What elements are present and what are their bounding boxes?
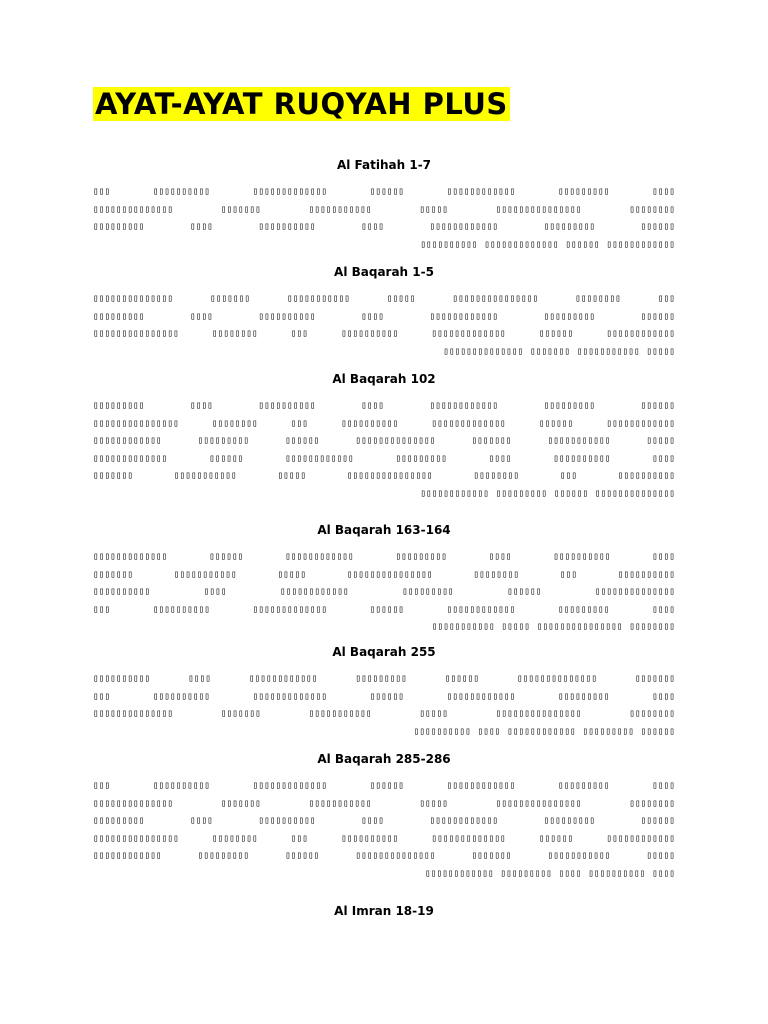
- passage-line: ▯▯▯▯▯▯▯▯▯▯▯▯ ▯▯▯▯▯▯ ▯▯▯▯▯▯▯▯▯▯▯▯▯ ▯▯▯▯▯▯▯▯▯▯ ▯▯▯ ▯▯▯▯▯▯▯▯ ▯▯▯▯▯▯▯▯▯▯▯▯▯▯▯: [93, 417, 675, 429]
- passage-line: ▯▯▯▯▯▯▯▯ ▯▯▯▯▯▯▯▯▯▯▯▯▯▯▯ ▯▯▯▯▯ ▯▯▯▯▯▯▯▯▯▯▯ ▯▯▯▯▯▯▯ ▯▯▯▯▯▯▯▯▯▯▯▯▯▯: [93, 203, 675, 215]
- passage-line: ▯▯▯▯▯▯ ▯▯▯▯▯▯▯▯▯ ▯▯▯▯▯▯▯▯▯▯▯▯ ▯▯▯▯ ▯▯▯▯▯▯▯▯▯▯: [413, 725, 675, 737]
- section-passage: [93, 290, 675, 360]
- passage-line: ▯▯▯▯▯▯ ▯▯▯▯▯▯▯▯▯ ▯▯▯▯▯▯▯▯▯▯▯▯ ▯▯▯▯ ▯▯▯▯▯▯▯▯▯▯ ▯▯▯▯ ▯▯▯▯▯▯▯▯▯: [93, 400, 675, 411]
- passage-line: ▯▯▯▯▯ ▯▯▯▯▯▯▯▯▯▯▯ ▯▯▯▯▯▯▯ ▯▯▯▯▯▯▯▯▯▯▯▯▯▯ ▯▯▯▯▯▯ ▯▯▯▯▯▯▯▯▯ ▯▯▯▯▯▯▯▯▯▯▯▯: [93, 850, 675, 861]
- passage-line: ▯▯▯▯ ▯▯▯▯▯▯▯▯▯ ▯▯▯▯▯▯▯▯▯▯▯▯ ▯▯▯▯▯▯ ▯▯▯▯▯▯▯▯▯▯▯▯▯ ▯▯▯▯▯▯▯▯▯▯ ▯▯▯: [93, 186, 675, 197]
- section-heading: Al Baqarah 163-164: [317, 523, 451, 537]
- passage-line: ▯▯▯▯▯▯ ▯▯▯▯▯▯▯▯▯ ▯▯▯▯▯▯▯▯▯▯▯▯ ▯▯▯▯ ▯▯▯▯▯▯▯▯▯▯ ▯▯▯▯ ▯▯▯▯▯▯▯▯▯: [93, 310, 675, 322]
- passage-line: ▯▯▯▯ ▯▯▯▯▯▯▯▯▯▯ ▯▯▯▯ ▯▯▯▯▯▯▯▯▯ ▯▯▯▯▯▯▯▯▯▯▯▯ ▯▯▯▯▯▯ ▯▯▯▯▯▯▯▯▯▯▯▯▯: [93, 551, 675, 562]
- passage-line: ▯▯▯▯▯▯▯▯▯▯▯▯▯▯ ▯▯▯▯▯▯ ▯▯▯▯▯▯▯▯▯ ▯▯▯▯▯▯▯▯▯▯▯▯ ▯▯▯▯ ▯▯▯▯▯▯▯▯▯▯: [93, 586, 675, 597]
- section-passage: [93, 183, 675, 253]
- passage-line: ▯▯▯▯▯ ▯▯▯▯▯▯▯▯▯▯▯ ▯▯▯▯▯▯▯ ▯▯▯▯▯▯▯▯▯▯▯▯▯▯: [443, 345, 675, 357]
- section-passage: [93, 397, 675, 502]
- passage-line: ▯▯▯▯ ▯▯▯▯▯▯▯▯▯ ▯▯▯▯▯▯▯▯▯▯▯▯ ▯▯▯▯▯▯ ▯▯▯▯▯▯▯▯▯▯▯▯▯ ▯▯▯▯▯▯▯▯▯▯ ▯▯▯: [93, 690, 675, 702]
- section-heading: Al Imran 18-19: [334, 904, 434, 918]
- passage-line: ▯▯▯▯▯▯▯ ▯▯▯▯▯▯▯▯▯▯▯▯▯▯ ▯▯▯▯▯▯ ▯▯▯▯▯▯▯▯▯ ▯▯▯▯▯▯▯▯▯▯▯▯ ▯▯▯▯ ▯▯▯▯▯▯▯▯▯▯: [93, 673, 675, 684]
- document-title: AYAT-AYAT RUQYAH PLUS: [95, 87, 508, 121]
- passage-line: ▯▯▯▯▯▯ ▯▯▯▯▯▯▯▯▯ ▯▯▯▯▯▯▯▯▯▯▯▯ ▯▯▯▯ ▯▯▯▯▯▯▯▯▯▯ ▯▯▯▯ ▯▯▯▯▯▯▯▯▯: [93, 815, 675, 826]
- passage-line: ▯▯▯▯ ▯▯▯▯▯▯▯▯▯ ▯▯▯▯▯▯▯▯▯▯▯▯ ▯▯▯▯▯▯ ▯▯▯▯▯▯▯▯▯▯▯▯▯ ▯▯▯▯▯▯▯▯▯▯ ▯▯▯: [93, 780, 675, 791]
- passage-line: ▯▯▯ ▯▯▯▯▯▯▯▯ ▯▯▯▯▯▯▯▯▯▯▯▯▯▯▯ ▯▯▯▯▯ ▯▯▯▯▯▯▯▯▯▯▯ ▯▯▯▯▯▯▯ ▯▯▯▯▯▯▯▯▯▯▯▯▯▯: [93, 293, 675, 304]
- section-heading: Al Baqarah 102: [332, 372, 436, 386]
- passage-line: ▯▯▯▯ ▯▯▯▯▯▯▯▯▯ ▯▯▯▯▯▯▯▯▯▯▯▯ ▯▯▯▯▯▯ ▯▯▯▯▯▯▯▯▯▯▯▯▯ ▯▯▯▯▯▯▯▯▯▯ ▯▯▯: [93, 603, 675, 615]
- section-passage: [93, 548, 675, 636]
- section-passage: [93, 670, 675, 740]
- passage-line: ▯▯▯▯▯▯▯▯ ▯▯▯▯▯▯▯▯▯▯▯▯▯▯▯ ▯▯▯▯▯ ▯▯▯▯▯▯▯▯▯▯▯: [431, 621, 675, 632]
- passage-line: ▯▯▯▯▯▯▯▯▯▯ ▯▯▯ ▯▯▯▯▯▯▯▯ ▯▯▯▯▯▯▯▯▯▯▯▯▯▯▯ ▯▯▯▯▯ ▯▯▯▯▯▯▯▯▯▯▯ ▯▯▯▯▯▯▯: [93, 568, 675, 580]
- section-heading: Al Baqarah 285-286: [317, 752, 451, 766]
- passage-line: ▯▯▯▯▯▯▯▯▯▯▯▯ ▯▯▯▯▯▯ ▯▯▯▯▯▯▯▯▯▯▯▯▯ ▯▯▯▯▯▯▯▯▯▯: [420, 238, 675, 250]
- passage-line: ▯▯▯▯▯▯▯▯▯▯▯▯ ▯▯▯▯▯▯ ▯▯▯▯▯▯▯▯▯▯▯▯▯ ▯▯▯▯▯▯▯▯▯▯ ▯▯▯ ▯▯▯▯▯▯▯▯ ▯▯▯▯▯▯▯▯▯▯▯▯▯▯▯: [93, 832, 675, 844]
- passage-line: ▯▯▯▯ ▯▯▯▯▯▯▯▯▯▯ ▯▯▯▯ ▯▯▯▯▯▯▯▯▯ ▯▯▯▯▯▯▯▯▯▯▯▯ ▯▯▯▯▯▯ ▯▯▯▯▯▯▯▯▯▯▯▯▯: [93, 452, 675, 464]
- section-passage: [93, 777, 675, 882]
- passage-line: ▯▯▯▯▯▯▯▯ ▯▯▯▯▯▯▯▯▯▯▯▯▯▯▯ ▯▯▯▯▯ ▯▯▯▯▯▯▯▯▯▯▯ ▯▯▯▯▯▯▯ ▯▯▯▯▯▯▯▯▯▯▯▯▯▯: [93, 708, 675, 719]
- section-heading: Al Baqarah 1-5: [334, 265, 434, 279]
- passage-line: ▯▯▯▯▯▯▯▯▯▯ ▯▯▯ ▯▯▯▯▯▯▯▯ ▯▯▯▯▯▯▯▯▯▯▯▯▯▯▯ ▯▯▯▯▯ ▯▯▯▯▯▯▯▯▯▯▯ ▯▯▯▯▯▯▯: [93, 470, 675, 481]
- passage-line: ▯▯▯▯▯▯▯▯▯▯▯▯ ▯▯▯▯▯▯ ▯▯▯▯▯▯▯▯▯▯▯▯▯ ▯▯▯▯▯▯▯▯▯▯ ▯▯▯ ▯▯▯▯▯▯▯▯ ▯▯▯▯▯▯▯▯▯▯▯▯▯▯▯: [93, 328, 675, 339]
- passage-line: ▯▯▯▯▯▯▯▯ ▯▯▯▯▯▯▯▯▯▯▯▯▯▯▯ ▯▯▯▯▯ ▯▯▯▯▯▯▯▯▯▯▯ ▯▯▯▯▯▯▯ ▯▯▯▯▯▯▯▯▯▯▯▯▯▯: [93, 797, 675, 809]
- passage-line: ▯▯▯▯ ▯▯▯▯▯▯▯▯▯▯ ▯▯▯▯ ▯▯▯▯▯▯▯▯▯ ▯▯▯▯▯▯▯▯▯▯▯▯: [425, 867, 675, 879]
- section-heading: Al Fatihah 1-7: [336, 158, 432, 172]
- section-heading: Al Baqarah 255: [332, 645, 436, 659]
- passage-line: ▯▯▯▯▯▯ ▯▯▯▯▯▯▯▯▯ ▯▯▯▯▯▯▯▯▯▯▯▯ ▯▯▯▯ ▯▯▯▯▯▯▯▯▯▯ ▯▯▯▯ ▯▯▯▯▯▯▯▯▯: [93, 221, 675, 232]
- passage-line: ▯▯▯▯▯ ▯▯▯▯▯▯▯▯▯▯▯ ▯▯▯▯▯▯▯ ▯▯▯▯▯▯▯▯▯▯▯▯▯▯ ▯▯▯▯▯▯ ▯▯▯▯▯▯▯▯▯ ▯▯▯▯▯▯▯▯▯▯▯▯: [93, 435, 675, 446]
- passage-line: ▯▯▯▯▯▯▯▯▯▯▯▯▯▯ ▯▯▯▯▯▯ ▯▯▯▯▯▯▯▯▯ ▯▯▯▯▯▯▯▯▯▯▯▯: [420, 487, 675, 499]
